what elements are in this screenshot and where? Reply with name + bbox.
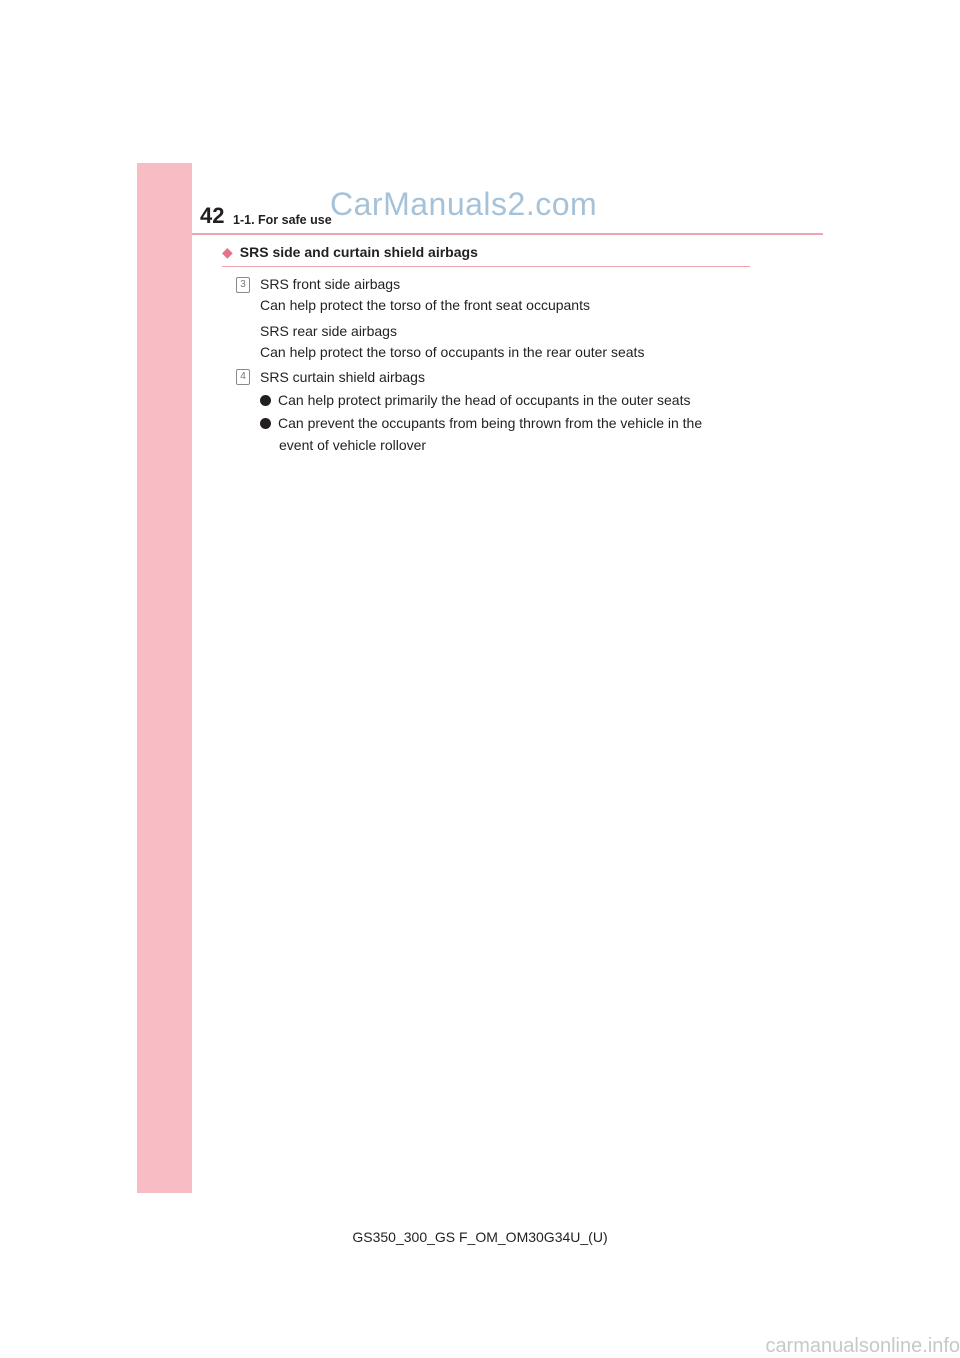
section-label: 1-1. For safe use [233,213,332,227]
callout-4: 4 [236,369,250,385]
heading-rule [222,266,750,267]
section-heading [222,244,478,261]
item-4-title: SRS curtain shield airbags [260,369,425,385]
watermark-bottom: carmanualsonline.info [765,1335,960,1357]
item-3b-desc: Can help protect the torso of occupants in the rear outer seats [260,344,645,360]
item-3-desc: Can help protect the torso of the front seat occupants [260,297,590,313]
bullet-continuation: event of vehicle rollover [279,437,427,453]
section-heading-text: SRS side and curtain shield airbags [239,244,478,260]
bullet-icon [260,418,271,429]
callout-3: 3 [236,277,250,293]
bullet-text: Can help protect primarily the head of occupants in the outer seats [278,392,691,408]
bullet-text: Can prevent the occupants from being thrown from the vehicle in the [278,415,703,431]
item-3b-title: SRS rear side airbags [260,323,397,339]
bullet-item [260,413,748,434]
bullet-icon [260,395,271,406]
item-3-title: SRS front side airbags [260,276,401,292]
bullet-item [260,390,690,411]
page-number: 42 [200,203,225,228]
watermark-top: CarManuals2.com [330,186,598,222]
side-band [137,163,192,1193]
diamond-icon: ◆ [222,244,233,260]
doc-code: GS350_300_GS F_OM_OM30G34U_(U) [352,1229,608,1245]
header-rule [192,233,823,235]
